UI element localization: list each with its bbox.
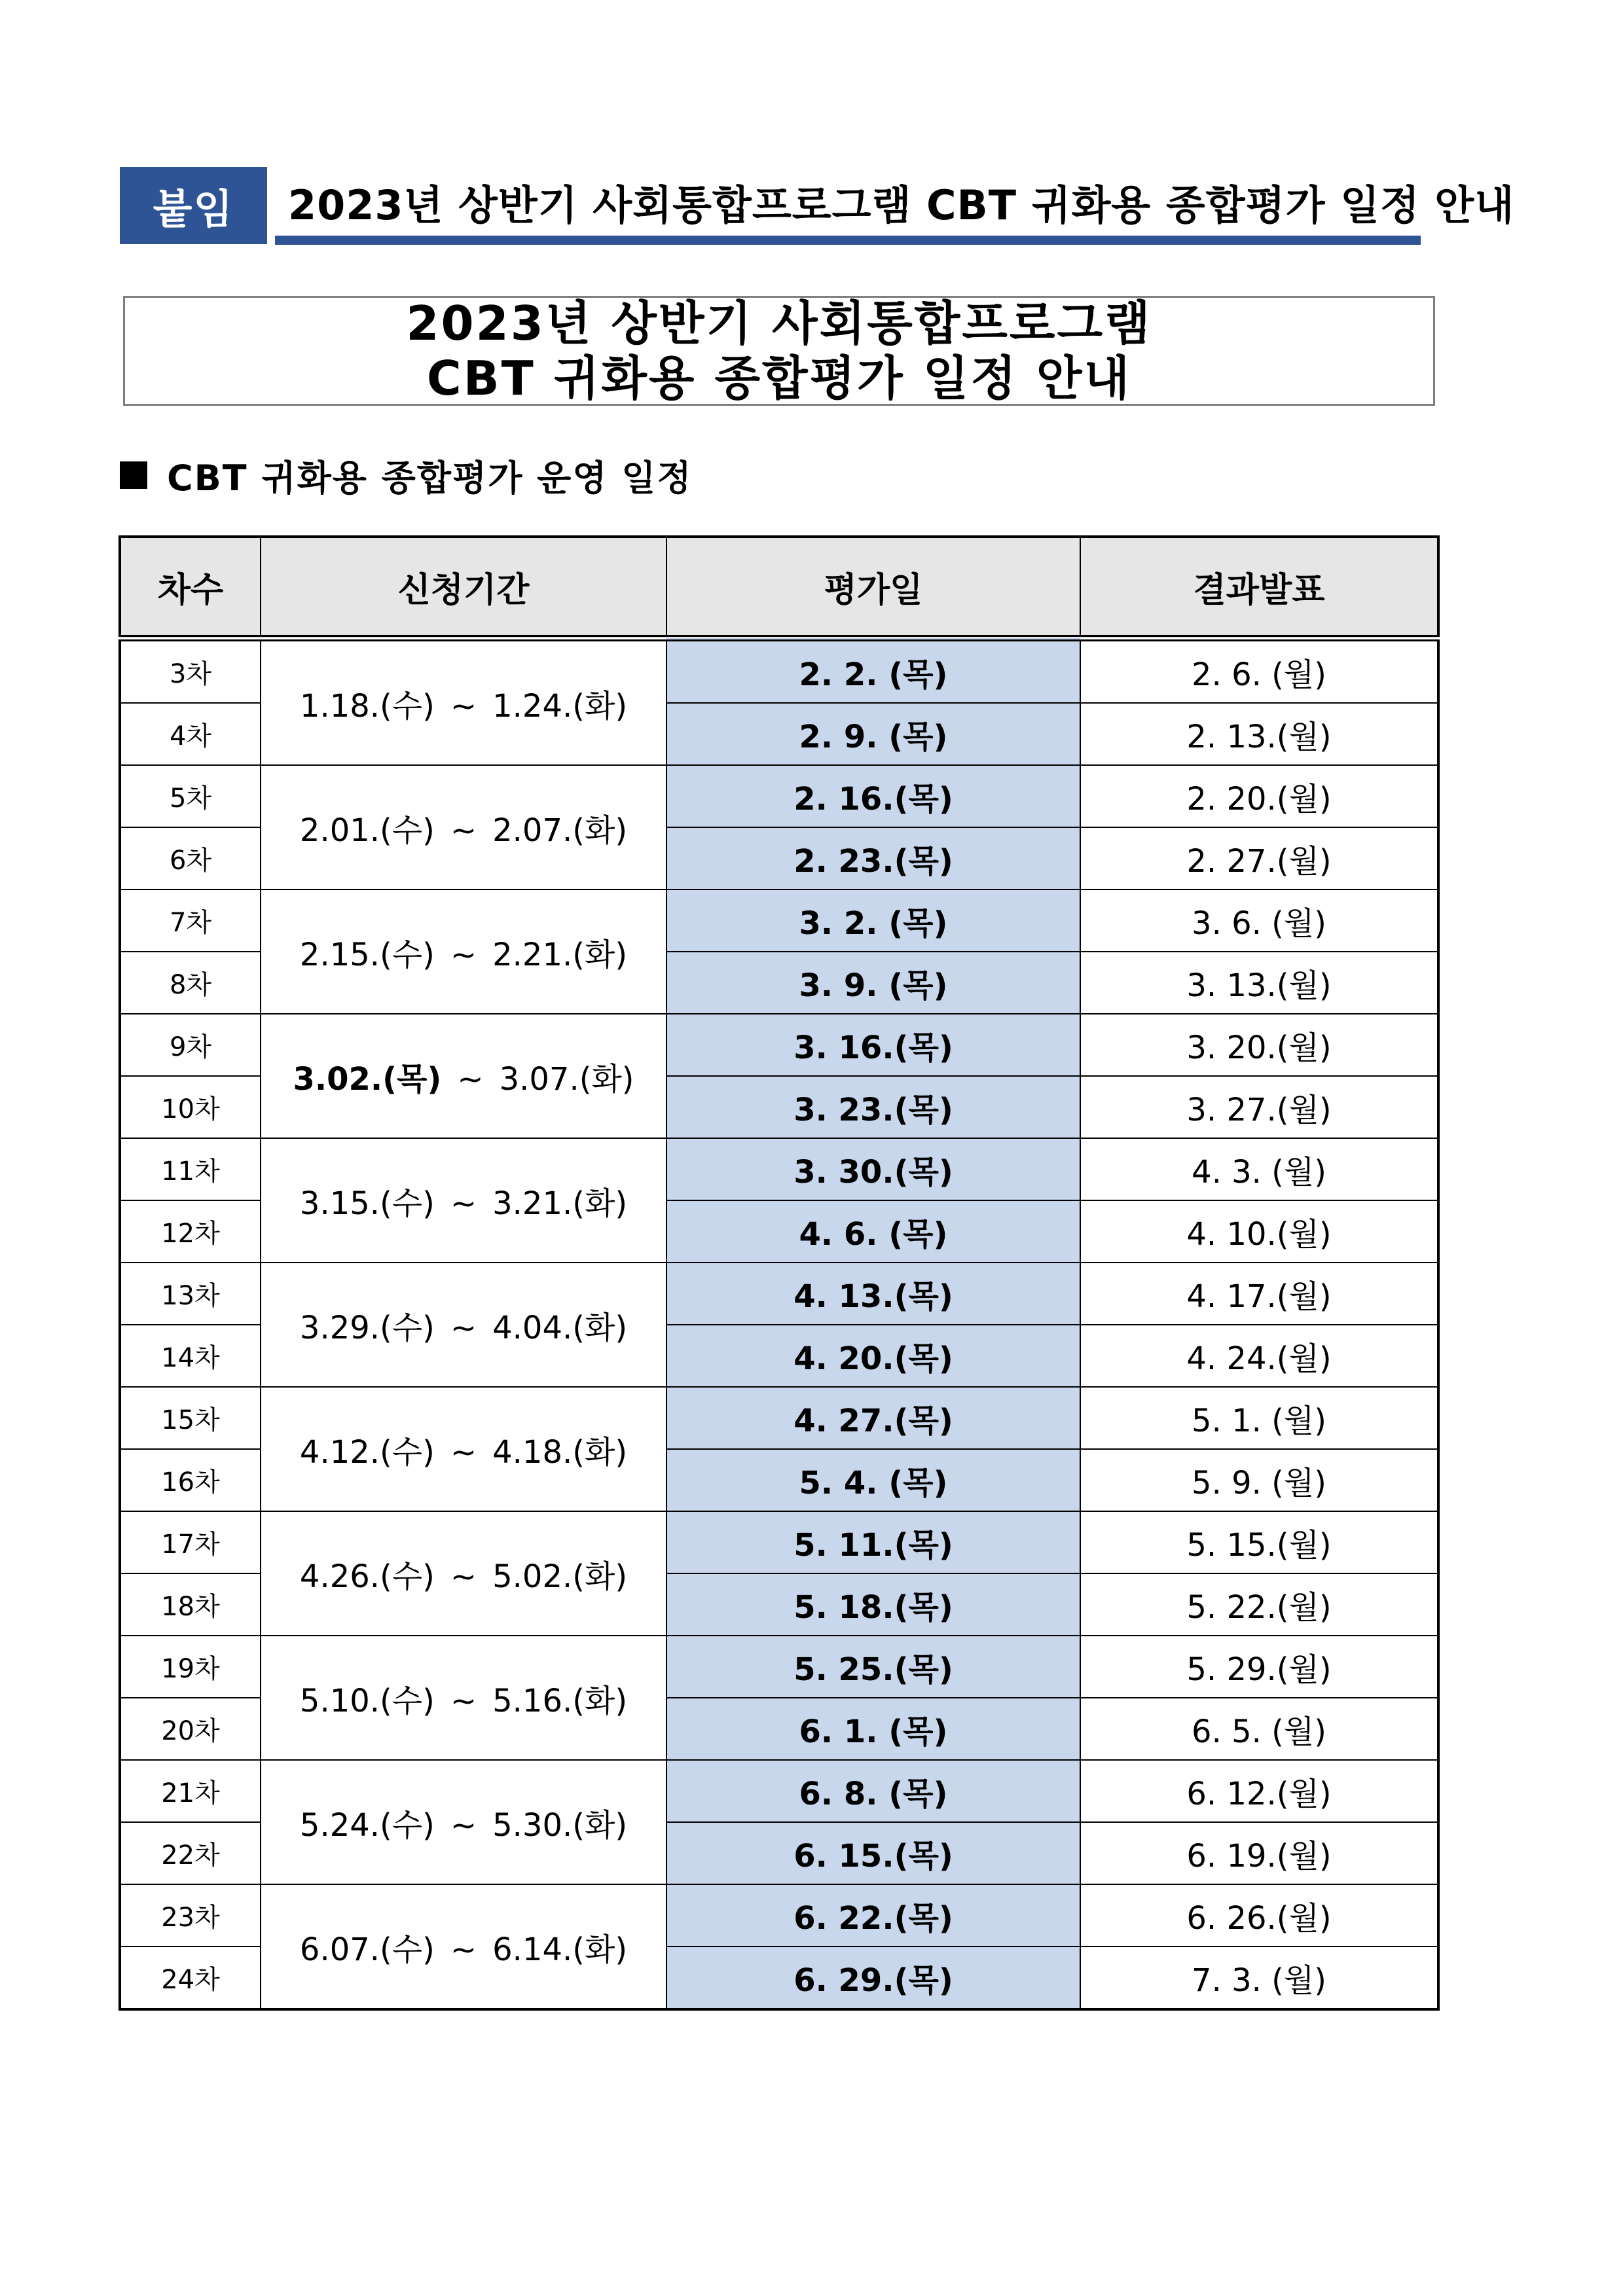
period-separator: ~ [450,1433,477,1471]
evaluation-date-cell: 6. 22.(목) [666,1884,1080,1946]
table-row [120,1636,1438,1698]
application-period-cell [261,1014,666,1138]
evaluation-date-cell: 3. 16.(목) [666,1014,1080,1076]
title-line-1: 2023년 상반기 사회통합프로그램 [406,296,1152,351]
period-end: 5.02.(화) [492,1558,628,1595]
period-start: 2.01.(수) [299,812,435,849]
round-cell: 19차 [120,1636,261,1698]
period-end: 3.07.(화) [499,1060,634,1098]
evaluation-date-cell: 4. 6. (목) [666,1200,1080,1263]
evaluation-date-cell: 5. 25.(목) [666,1636,1080,1698]
result-date-cell: 2. 13.(월) [1080,703,1438,765]
round-cell: 4차 [120,703,261,765]
table-row [120,1511,1438,1573]
period-end: 4.18.(화) [492,1433,628,1471]
evaluation-date-cell: 2. 9. (목) [666,703,1080,765]
application-period-cell [261,1387,666,1511]
result-date-cell: 5. 9. (월) [1080,1449,1438,1511]
evaluation-date-cell: 5. 4. (목) [666,1449,1080,1511]
period-separator: ~ [450,1309,477,1346]
application-period-cell [261,1884,666,2009]
schedule-body [120,638,1438,2009]
application-period-cell [261,889,666,1014]
evaluation-date-cell: 2. 16.(목) [666,765,1080,827]
round-cell: 3차 [120,638,261,703]
evaluation-date-cell: 3. 9. (목) [666,952,1080,1014]
table-header-row [120,537,1438,638]
result-date-cell: 5. 1. (월) [1080,1387,1438,1449]
result-date-cell: 6. 12.(월) [1080,1760,1438,1822]
period-start: 3.29.(수) [299,1309,435,1346]
round-cell: 11차 [120,1138,261,1200]
result-date-cell: 3. 27.(월) [1080,1076,1438,1138]
round-cell: 15차 [120,1387,261,1449]
evaluation-date-cell: 6. 1. (목) [666,1698,1080,1760]
result-date-cell: 3. 13.(월) [1080,952,1438,1014]
round-cell: 8차 [120,952,261,1014]
section-heading-text: CBT 귀화용 종합평가 운영 일정 [167,457,693,499]
period-end: 2.07.(화) [492,812,628,849]
round-cell: 20차 [120,1698,261,1760]
result-date-cell: 2. 6. (월) [1080,638,1438,703]
evaluation-date-cell: 4. 27.(목) [666,1387,1080,1449]
period-end: 3.21.(화) [492,1185,628,1222]
evaluation-date-cell: 2. 23.(목) [666,827,1080,889]
result-date-cell: 2. 20.(월) [1080,765,1438,827]
result-date-cell: 5. 15.(월) [1080,1511,1438,1573]
result-date-cell: 4. 24.(월) [1080,1325,1438,1387]
round-cell: 5차 [120,765,261,827]
period-end: 5.16.(화) [492,1682,628,1719]
result-date-cell: 6. 5. (월) [1080,1698,1438,1760]
result-date-cell: 7. 3. (월) [1080,1946,1438,2009]
result-date-cell: 5. 29.(월) [1080,1636,1438,1698]
period-end: 4.04.(화) [492,1309,628,1346]
period-end: 6.14.(화) [492,1931,628,1968]
square-bullet-icon [120,461,147,489]
evaluation-date-cell: 6. 8. (목) [666,1760,1080,1822]
result-date-cell: 6. 19.(월) [1080,1822,1438,1884]
round-cell: 12차 [120,1200,261,1263]
header-round: 차수 [120,537,261,638]
evaluation-date-cell: 5. 18.(목) [666,1573,1080,1636]
table-row [120,1138,1438,1200]
period-separator: ~ [450,936,477,973]
application-period-cell [261,1636,666,1760]
round-cell: 16차 [120,1449,261,1511]
schedule-table [119,535,1440,2011]
round-cell: 22차 [120,1822,261,1884]
application-period-cell [261,1511,666,1636]
table-row [120,765,1438,827]
table-row [120,1884,1438,1946]
result-date-cell: 5. 22.(월) [1080,1573,1438,1636]
period-separator: ~ [450,1806,477,1844]
header-underline [275,236,1421,245]
period-separator: ~ [450,1185,477,1222]
table-row [120,1263,1438,1325]
table-row [120,1387,1438,1449]
period-end: 1.24.(화) [492,687,628,725]
evaluation-date-cell: 4. 13.(목) [666,1263,1080,1325]
period-start: 5.10.(수) [299,1682,435,1719]
round-cell: 13차 [120,1263,261,1325]
period-start: 5.24.(수) [299,1806,435,1844]
period-end: 2.21.(화) [492,936,628,973]
result-date-cell: 3. 6. (월) [1080,889,1438,952]
period-separator: ~ [457,1060,484,1098]
result-date-cell: 3. 20.(월) [1080,1014,1438,1076]
header-application-period: 신청기간 [261,537,666,638]
period-start: 1.18.(수) [299,687,435,725]
period-separator: ~ [450,1931,477,1968]
result-date-cell: 4. 17.(월) [1080,1263,1438,1325]
result-date-cell: 4. 10.(월) [1080,1200,1438,1263]
evaluation-date-cell: 3. 23.(목) [666,1076,1080,1138]
title-line-2: CBT 귀화용 종합평가 일정 안내 [426,351,1132,406]
round-cell: 18차 [120,1573,261,1636]
round-cell: 6차 [120,827,261,889]
result-date-cell: 4. 3. (월) [1080,1138,1438,1200]
period-separator: ~ [450,687,477,725]
header-title: 2023년 상반기 사회통합프로그램 CBT 귀화용 종합평가 일정 안내 [288,181,1515,229]
application-period-cell [261,1760,666,1884]
table-row [120,889,1438,952]
application-period-cell [261,765,666,889]
round-cell: 21차 [120,1760,261,1822]
application-period-cell [261,638,666,765]
evaluation-date-cell: 3. 30.(목) [666,1138,1080,1200]
table-row [120,1014,1438,1076]
period-start: 2.15.(수) [299,936,435,973]
attachment-tag: 붙임 [120,167,267,244]
header-evaluation-date: 평가일 [666,537,1080,638]
period-separator: ~ [450,1682,477,1719]
period-start: 3.02.(목) [293,1060,442,1098]
round-cell: 7차 [120,889,261,952]
table-row [120,1760,1438,1822]
period-start: 4.26.(수) [299,1558,435,1595]
evaluation-date-cell: 6. 15.(목) [666,1822,1080,1884]
period-start: 6.07.(수) [299,1931,435,1968]
round-cell: 23차 [120,1884,261,1946]
evaluation-date-cell: 3. 2. (목) [666,889,1080,952]
evaluation-date-cell: 2. 2. (목) [666,638,1080,703]
round-cell: 14차 [120,1325,261,1387]
round-cell: 24차 [120,1946,261,2009]
period-separator: ~ [450,1558,477,1595]
period-end: 5.30.(화) [492,1806,628,1844]
period-start: 3.15.(수) [299,1185,435,1222]
evaluation-date-cell: 5. 11.(목) [666,1511,1080,1573]
round-cell: 10차 [120,1076,261,1138]
round-cell: 9차 [120,1014,261,1076]
section-heading [120,452,693,499]
table-row [120,638,1438,703]
application-period-cell [261,1138,666,1263]
period-start: 4.12.(수) [299,1433,435,1471]
title-box [123,296,1435,406]
evaluation-date-cell: 4. 20.(목) [666,1325,1080,1387]
header-result-announcement: 결과발표 [1080,537,1438,638]
evaluation-date-cell: 6. 29.(목) [666,1946,1080,2009]
application-period-cell [261,1263,666,1387]
period-separator: ~ [450,812,477,849]
round-cell: 17차 [120,1511,261,1573]
result-date-cell: 2. 27.(월) [1080,827,1438,889]
result-date-cell: 6. 26.(월) [1080,1884,1438,1946]
